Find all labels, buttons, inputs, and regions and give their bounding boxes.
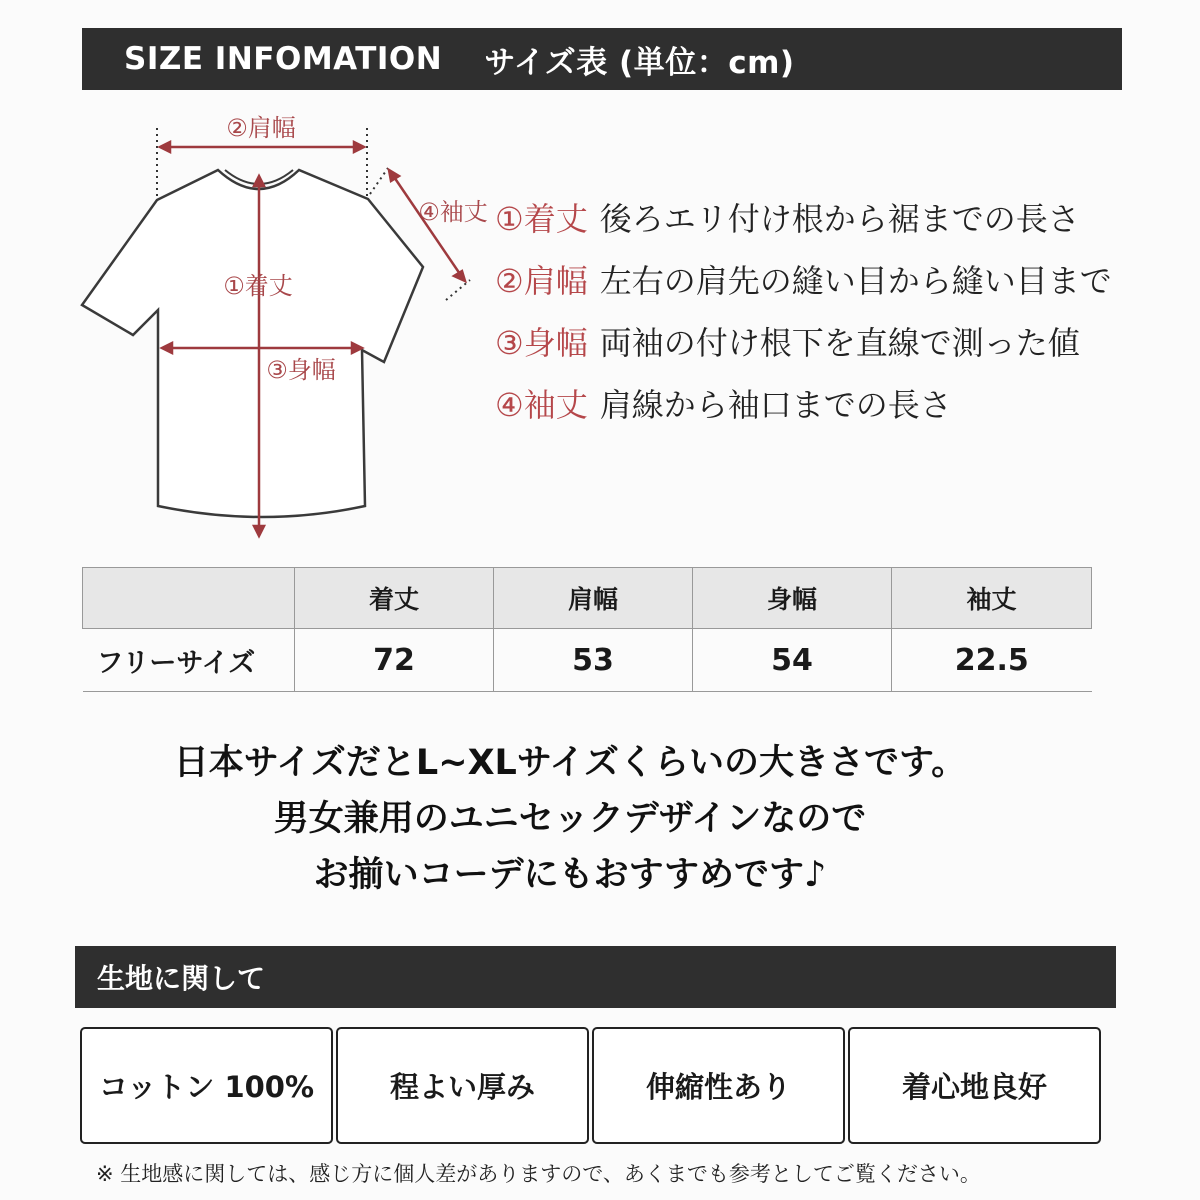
message-line-2: 男女兼用のユニセックデザインなので xyxy=(273,799,867,839)
sleeve-label: ④袖丈 xyxy=(418,198,488,226)
legend-desc: 肩線から袖口までの長さ xyxy=(599,386,952,424)
message-line-1: 日本サイズだとL~XLサイズくらいの大きさです。 xyxy=(173,743,967,783)
legend-row xyxy=(495,372,1112,434)
legend-desc: 後ろエリ付け根から裾までの長さ xyxy=(599,200,1080,238)
measurement-legend xyxy=(495,186,1112,434)
fabric-header xyxy=(75,946,1116,1008)
width-label: ③身幅 xyxy=(266,356,336,384)
legend-key: ①着丈 xyxy=(495,200,588,238)
cell-length: 72 xyxy=(295,629,494,692)
fabric-tag: 程よい厚み xyxy=(336,1027,589,1144)
table-header-row xyxy=(83,568,1092,629)
fabric-tag: 伸縮性あり xyxy=(592,1027,845,1144)
table-row xyxy=(83,629,1092,692)
legend-row xyxy=(495,248,1112,310)
table-header-length: 着丈 xyxy=(295,568,494,629)
size-info-header xyxy=(82,28,1122,90)
header-title-jp: サイズ表 (単位：cm) xyxy=(484,44,795,81)
fabric-title: 生地に関して xyxy=(97,962,266,995)
table-header-width: 身幅 xyxy=(693,568,892,629)
cell-shoulder: 53 xyxy=(494,629,693,692)
legend-key: ④袖丈 xyxy=(495,386,588,424)
table-header-shoulder: 肩幅 xyxy=(494,568,693,629)
legend-key: ③身幅 xyxy=(495,324,588,362)
header-title-en: SIZE INFOMATION xyxy=(124,41,443,77)
fabric-tag: コットン 100% xyxy=(80,1027,333,1144)
fabric-tag: 着心地良好 xyxy=(848,1027,1101,1144)
legend-row xyxy=(495,186,1112,248)
fabric-note: ※ 生地感に関しては、感じ方に個人差がありますので、あくまでも参考としてご覧ください。 xyxy=(96,1162,981,1186)
legend-desc: 左右の肩先の縫い目から縫い目まで xyxy=(599,262,1112,300)
legend-desc: 両袖の付け根下を直線で測った値 xyxy=(599,324,1080,362)
size-message xyxy=(0,735,1140,903)
legend-key: ②肩幅 xyxy=(495,262,588,300)
fabric-tags xyxy=(80,1027,1104,1144)
size-table xyxy=(82,567,1092,692)
tshirt-diagram xyxy=(78,110,508,550)
row-size-label: フリーサイズ xyxy=(83,629,295,692)
message-line-3: お揃いコーデにもおすすめです♪ xyxy=(313,855,827,895)
shoulder-label: ②肩幅 xyxy=(226,114,296,142)
cell-sleeve: 22.5 xyxy=(892,629,1092,692)
legend-row xyxy=(495,310,1112,372)
cell-width: 54 xyxy=(693,629,892,692)
table-header-blank xyxy=(83,568,295,629)
tshirt-outline xyxy=(82,170,423,517)
table-header-sleeve: 袖丈 xyxy=(892,568,1092,629)
length-label: ①着丈 xyxy=(223,272,293,300)
